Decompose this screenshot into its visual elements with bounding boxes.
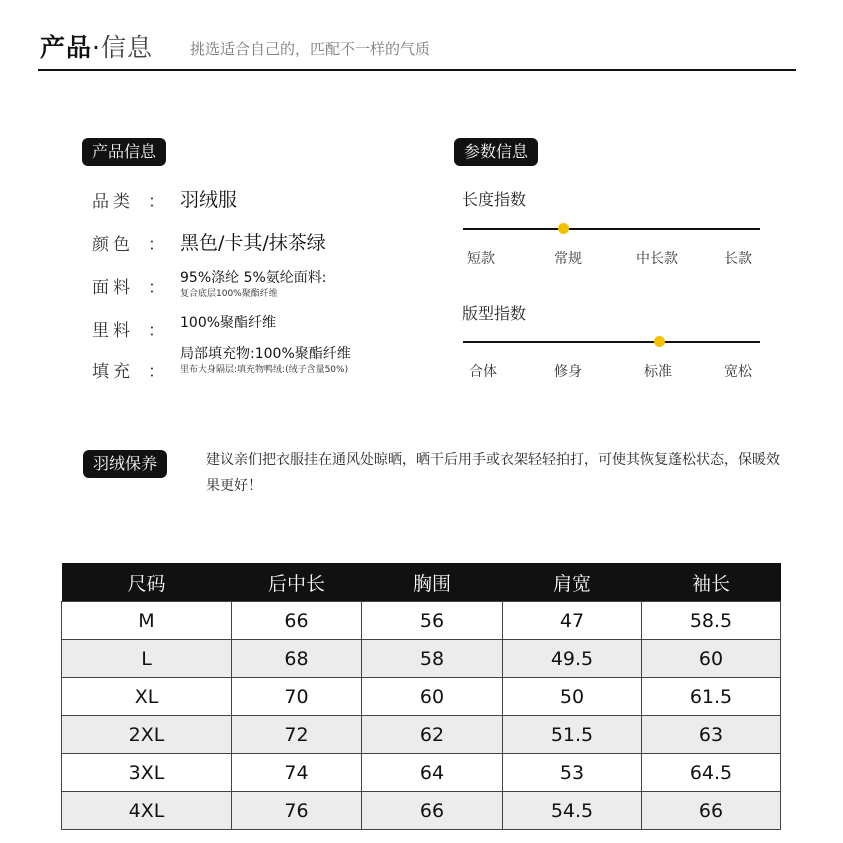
cell-shoulder: 50	[503, 678, 642, 716]
table-row	[62, 792, 781, 830]
cell-back-length: 72	[232, 716, 362, 754]
title-light: 信息	[100, 33, 153, 62]
length-option: 短款	[467, 251, 495, 267]
fit-scale-line	[463, 341, 760, 343]
fit-option: 修身	[554, 364, 582, 380]
title-dot: ·	[92, 33, 101, 62]
header-divider	[38, 69, 796, 71]
value-category: 羽绒服	[180, 189, 238, 211]
length-option: 长款	[724, 251, 752, 267]
label-color: 颜色	[92, 235, 134, 255]
value-fabric: 95%涤纶 5%氨纶面料:	[180, 270, 327, 286]
header-size: 尺码	[62, 563, 232, 602]
table-row	[62, 602, 781, 640]
fit-index-title: 版型指数	[462, 304, 527, 323]
cell-shoulder: 54.5	[503, 792, 642, 830]
table-row	[62, 716, 781, 754]
value-filling: 局部填充物:100%聚酯纤维	[180, 346, 351, 362]
table-row	[62, 640, 781, 678]
colon: ：	[148, 192, 165, 212]
length-scale-line	[463, 228, 760, 230]
fit-option: 合体	[469, 364, 497, 380]
header-chest: 胸围	[362, 563, 503, 602]
cell-sleeve: 63	[642, 716, 781, 754]
cell-back-length: 66	[232, 602, 362, 640]
params-badge: 参数信息	[454, 138, 538, 166]
cell-chest: 58	[362, 640, 503, 678]
cell-chest: 66	[362, 792, 503, 830]
value-fabric-note: 复合底层100%聚酯纤维	[180, 289, 278, 299]
cell-size: 3XL	[62, 754, 232, 792]
cell-sleeve: 61.5	[642, 678, 781, 716]
label-lining: 里料	[92, 321, 134, 341]
length-scale-marker	[558, 223, 569, 234]
cell-sleeve: 64.5	[642, 754, 781, 792]
cell-size: XL	[62, 678, 232, 716]
size-table-header	[62, 563, 781, 602]
fit-option: 宽松	[724, 364, 752, 380]
page-title	[40, 28, 153, 64]
cell-back-length: 76	[232, 792, 362, 830]
cell-size: L	[62, 640, 232, 678]
cell-back-length: 68	[232, 640, 362, 678]
cell-size: 4XL	[62, 792, 232, 830]
cell-shoulder: 47	[503, 602, 642, 640]
label-fabric: 面料	[92, 278, 134, 298]
fit-option: 标准	[644, 364, 672, 380]
header-shoulder: 肩宽	[503, 563, 642, 602]
cell-sleeve: 60	[642, 640, 781, 678]
colon: ：	[148, 321, 165, 341]
cell-chest: 62	[362, 716, 503, 754]
cell-back-length: 74	[232, 754, 362, 792]
colon: ：	[148, 235, 165, 255]
cell-sleeve: 66	[642, 792, 781, 830]
length-index-title: 长度指数	[462, 190, 527, 209]
care-text: 建议亲们把衣服挂在通风处晾晒，晒干后用手或衣架轻轻拍打，可使其恢复蓬松状态，保暖效果更好！	[206, 452, 780, 494]
cell-chest: 60	[362, 678, 503, 716]
table-row	[62, 754, 781, 792]
page-subtitle: 挑选适合自己的，匹配不一样的气质	[190, 40, 431, 58]
cell-shoulder: 49.5	[503, 640, 642, 678]
title-bold: 产品	[40, 33, 93, 62]
cell-size: 2XL	[62, 716, 232, 754]
cell-size: M	[62, 602, 232, 640]
care-badge: 羽绒保养	[83, 450, 167, 478]
header-back-length: 后中长	[232, 563, 362, 602]
cell-chest: 64	[362, 754, 503, 792]
value-color: 黑色/卡其/抹茶绿	[180, 232, 326, 254]
cell-sleeve: 58.5	[642, 602, 781, 640]
length-option: 常规	[554, 251, 582, 267]
product-info-badge: 产品信息	[82, 138, 166, 166]
cell-back-length: 70	[232, 678, 362, 716]
cell-chest: 56	[362, 602, 503, 640]
colon: ：	[148, 362, 165, 382]
label-category: 品类	[92, 192, 134, 212]
length-option: 中长款	[636, 251, 678, 267]
fit-scale-marker	[654, 336, 665, 347]
label-filling: 填充	[92, 362, 134, 382]
cell-shoulder: 53	[503, 754, 642, 792]
value-filling-note: 里布大身隔层:填充物鸭绒:(绒子含量50%)	[180, 365, 349, 375]
value-lining: 100%聚酯纤维	[180, 315, 277, 331]
header-sleeve: 袖长	[642, 563, 781, 602]
colon: ：	[148, 278, 165, 298]
cell-shoulder: 51.5	[503, 716, 642, 754]
size-table	[61, 563, 781, 830]
table-row	[62, 678, 781, 716]
